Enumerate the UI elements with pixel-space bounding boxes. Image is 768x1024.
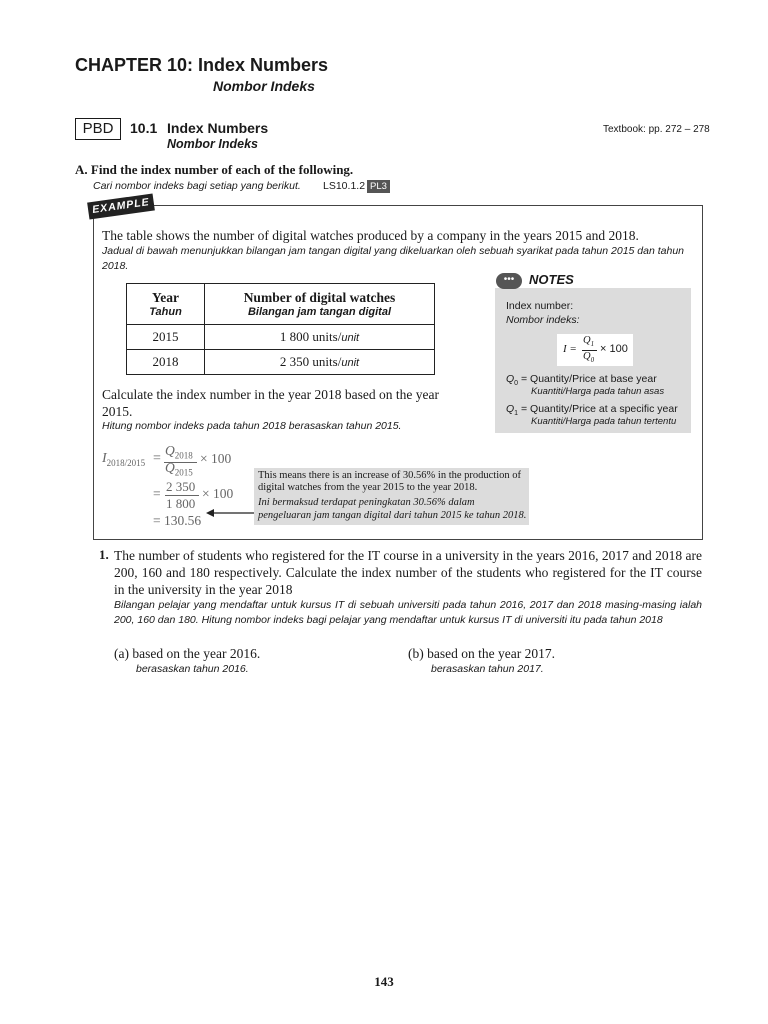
explanation-text-ms: Ini bermaksud terdapat peningkatan 30.56% dalam pengeluaran jam tangan digital dari tahun 2015 ke tahun 2018. [258,497,527,521]
learning-standard-code: LS10.1.2 [323,180,366,192]
speech-bubble-icon: ••• [496,273,522,289]
q-letter: Q [165,443,175,458]
formula-denominator [583,351,594,364]
q-letter: Q [583,351,591,362]
calc-denominator1 [165,460,193,478]
year-cell: 2015 [127,325,205,350]
q1-sub: 1 [514,410,519,418]
q0-definition-ms: Kuantiti/Harga pada tahun asas [531,386,665,397]
question-1b-ms: berasaskan tahun 2017. [431,663,544,675]
notes-index-label: Index number: [506,300,574,312]
i-letter: I [102,451,107,466]
notes-index-label-ms: Nombor indeks: [506,314,580,326]
chapter-subtitle: Nombor Indeks [213,78,315,94]
watches-header: Number of digital watches [243,290,396,305]
calc-times100-2: × 100 [202,486,234,501]
example-question-ms: Hitung nombor indeks pada tahun 2018 berasaskan tahun 2015. [102,420,402,432]
q-sub: 2015 [174,467,193,478]
calc-eq1: = [153,451,161,466]
question-1-text-ms: Bilangan pelajar yang mendaftar untuk kursus IT di sebuah universiti pada tahun 2016, 2017 dan 2018 masing-masing ialah 200, 160 dan 180. Hitung nombor indeks bagi pelajar yang mendaftar untuk kursus IT di universiti itu pada tahun 2018 [114,599,702,626]
value-text: 2 350 units/ [279,354,342,369]
example-text-ms: Jadual di bawah menunjukkan bilangan jam tangan digital yang dikeluarkan oleh sebuah syarikat pada tahun 2015 dan tahun 2018. [102,245,685,272]
calc-I [102,451,145,468]
calc-times100-1: × 100 [200,451,232,466]
q1-text: = Quantity/Price at a specific year [521,403,678,415]
example-text: The table shows the number of digital watches produced by a company in the years 2015 and 2018. [102,228,639,243]
question-1a-ms: berasaskan tahun 2016. [136,663,249,675]
value-cell [205,350,435,375]
question-1b: (b) based on the year 2017. [408,646,555,661]
example-question: Calculate the index number in the year 2018 based on the year 2015. [102,387,440,419]
question-1-number: 1. [99,547,109,562]
pl-badge: PL3 [367,180,390,193]
q-sub: 1 [590,340,595,349]
example-tag: EXAMPLE [87,193,155,219]
value-text: 1 800 units/ [279,329,342,344]
q0-symbol: Q [506,373,515,385]
q1-definition-ms: Kuantiti/Harga pada tahun tertentu [531,416,677,427]
part-a-question: A. Find the index number of each of the following. [75,162,354,177]
page-number: 143 [374,974,394,989]
q-letter: Q [165,460,175,475]
table-row [127,325,435,350]
textbook-reference: Textbook: pp. 272 – 278 [603,124,710,135]
table-row [127,350,435,375]
year-header-ms: Tahun [149,306,182,318]
watch-production-table [126,283,435,375]
formula-times100: × 100 [600,343,628,355]
q-sub: 0 [590,356,595,365]
calc-denominator2: 1 800 [166,496,196,511]
section-number: 10.1 [130,120,158,136]
notes-label: NOTES [529,272,574,287]
year-header: Year [152,290,179,305]
q1-symbol: Q [506,403,515,415]
formula-numerator [583,335,594,348]
section-title: Index Numbers [167,120,269,136]
explanation-text: This means there is an increase of 30.56% in the production of digital watches from the year 2015 to the year 2018. [258,470,522,493]
unit-ms: unit [341,357,360,369]
watches-header-ms: Bilangan jam tangan digital [247,306,392,318]
chapter-title: CHAPTER 10: Index Numbers [75,55,329,75]
q-letter: Q [583,335,591,346]
calc-result: = 130.56 [153,513,202,528]
question-1a: (a) based on the year 2016. [114,646,261,661]
q1-definition [506,403,678,417]
calc-eq2: = [153,486,161,501]
calc-numerator2: 2 350 [166,479,196,494]
section-subtitle: Nombor Indeks [167,137,258,151]
part-a-question-ms: Cari nombor indeks bagi setiap yang berikut. [93,180,301,192]
year-cell: 2018 [127,350,205,375]
value-cell [205,325,435,350]
arrow-left-icon [205,505,257,521]
calc-numerator1 [165,443,193,461]
unit-ms: unit [341,332,360,344]
q0-definition [506,373,657,387]
question-1-text: The number of students who registered for the IT course in a university in the years 2016, 2017 and 2018 are 200, 160 and 180 respectively. Calculate the index number of the students who registered for the IT course in the university in the year 2018 [114,548,702,597]
q-sub: 2018 [174,450,193,461]
i-sub: 2018/2015 [106,457,146,468]
table-header-year [127,284,205,325]
q0-text: = Quantity/Price at base year [521,373,657,385]
table-header-watches [205,284,435,325]
pbd-badge: PBD [75,118,121,140]
q0-sub: 0 [514,380,519,388]
formula-I: I = [563,343,577,355]
